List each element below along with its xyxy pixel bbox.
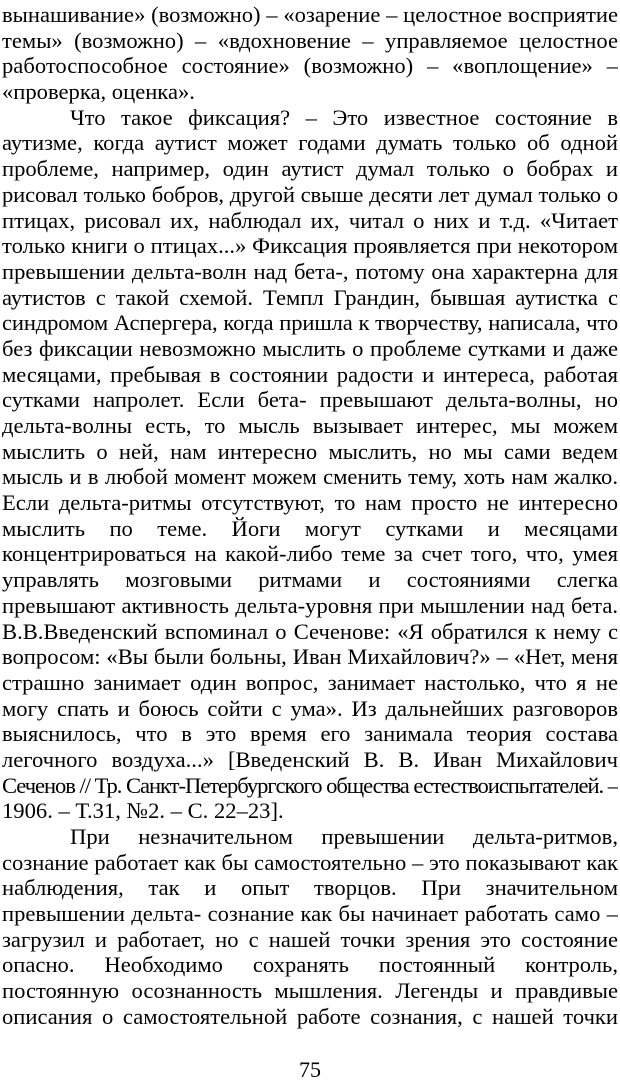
text-line: превышении дельта-волн над бета-, потому она характерна для [2, 258, 618, 284]
text-line: В.В.Введенский вспоминал о Сеченове: «Я обратился к нему с [2, 618, 618, 644]
text-line: дельта-волны есть, то мысль вызывает интерес, мы можем [2, 413, 618, 438]
text-line: аутистов с такой схемой. Темпл Грандин, бывшая аутистка с [2, 284, 618, 310]
text-line: темы» (возможно) – «вдохновение – управляемое целостное [2, 27, 618, 53]
text-line: управлять мозговыми ритмами и состояниями слегка [2, 567, 618, 593]
text-line: аутизме, когда аутист может годами думать только об одной [2, 130, 618, 156]
text-line: синдромом Аспергера, когда пришла к творчеству, написала, что [2, 310, 618, 336]
text-line: без фиксации невозможно мыслить о проблеме сутками и даже [2, 335, 618, 361]
text-line: наблюдения, так и опыт творцов. При значительном [2, 875, 618, 901]
text-line: рисовал только бобров, другой свыше десяти лет думал только о [2, 181, 618, 207]
text-line: Сеченов // Тр. Санкт-Петербургского общества естествоиспытателей. – [2, 772, 618, 798]
text-line: вынашивание» (возможно) – «озарение – целостное восприятие [2, 2, 618, 27]
text-line: месяцами, пребывая в состоянии радости и интереса, работая [2, 361, 618, 387]
text-line: превышают активность дельта-уровня при мышлении над бета. [2, 592, 618, 618]
body-text [2, 2, 618, 1030]
text-line: описания о самостоятельной работе сознания, с нашей точки [2, 1003, 618, 1029]
text-line: мыслить о ней, нам интересно мыслить, но мы сами ведем [2, 438, 618, 464]
text-line: проблеме, например, один аутист думал только о бобрах и [2, 156, 618, 182]
text-line: концентрироваться на какой-либо теме за счет того, что, умея [2, 541, 618, 567]
text-line: мысль и в любой момент можем сменить тему, хоть нам жалко. [2, 464, 618, 490]
text-line: птицах, рисовал их, наблюдал их, читал о них и т.д. «Читает [2, 207, 618, 233]
page-number: 75 [299, 1057, 321, 1082]
text-line: постоянную осознанность мышления. Легенды и правдивые [2, 978, 618, 1004]
text-line: работоспособное состояние» (возможно) – «воплощение» – [2, 53, 618, 79]
text-line: вопросом: «Вы были больны, Иван Михайлович?» – «Нет, меня [2, 644, 618, 670]
text-line: мыслить по теме. Йоги могут сутками и месяцами [2, 515, 618, 541]
text-line: выяснилось, что в это время его занимала теория состава [2, 721, 618, 747]
text-line: превышении дельта- сознание как бы начинает работать само – [2, 901, 618, 927]
text-line: страшно занимает один вопрос, занимает настолько, что я не [2, 669, 618, 695]
text-line: только книги о птицах...» Фиксация проявляется при некотором [2, 233, 618, 259]
text-line: сознание работает как бы самостоятельно – это показывают как [2, 849, 618, 875]
text-line: сутками напролет. Если бета- превышают дельта-волны, но [2, 387, 618, 413]
text-line: 1906. – Т.31, №2. – С. 22–23]. [2, 798, 284, 824]
text-line: «проверка, оценка». [2, 79, 195, 105]
text-line: легочного воздуха...» [Введенский В. В. Иван Михайлович [2, 746, 618, 772]
text-line: загрузил и работает, но с нашей точки зрения это состояние [2, 926, 618, 952]
text-line: опасно. Необходимо сохранять постоянный контроль, [2, 952, 618, 978]
text-line: могу спать и боюсь сойти с ума». Из дальнейших разговоров [2, 695, 618, 721]
text-line: Что такое фиксация? – Это известное состояние в [70, 104, 618, 130]
text-line: При незначительном превышении дельта-ритмов, [70, 824, 618, 849]
text-line: Если дельта-ритмы отсутствуют, то нам просто не интересно [2, 490, 618, 516]
